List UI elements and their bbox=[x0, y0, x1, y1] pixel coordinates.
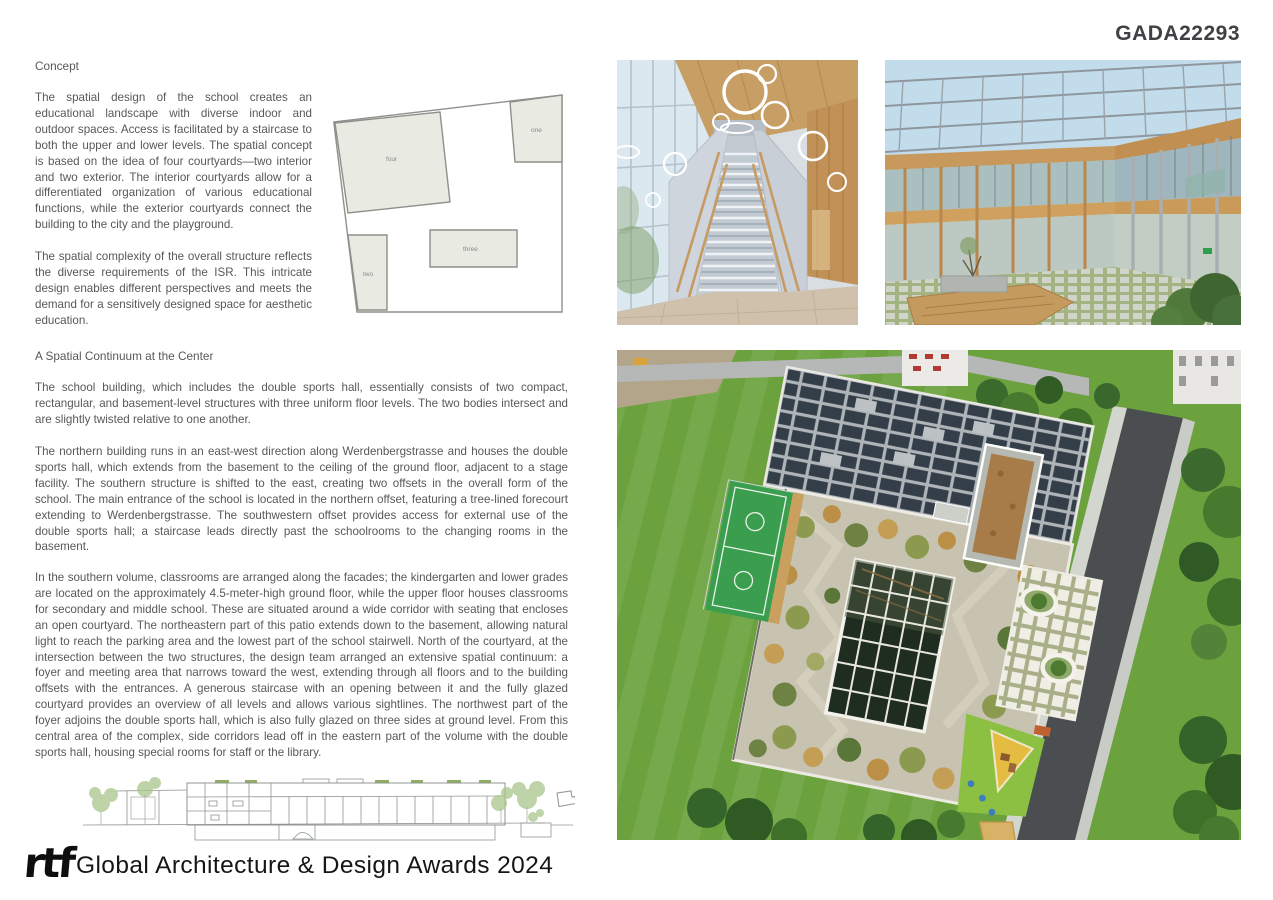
paragraph-continuum-2: The northern building runs in an east-west direction along Werdenbergstrasse and houses the double sports hall, which extends from the basement to the ceiling of the ground floor, adjacent to a stage facility. The southern structure is shifted to the east, creating two offsets in the overall form of the school. The main entrance of the school is located in the northern offset, featuring a tree-lined forecourt extending to Werdenbergstrasse. The southwestern offset provides access for external use of the double sports hall; a staircase leads directly past the schoolrooms to the changing rooms in the basement. bbox=[35, 445, 568, 554]
heading-concept: Concept bbox=[35, 59, 79, 73]
section-drawing bbox=[75, 763, 575, 851]
plan-label-four: four bbox=[386, 156, 398, 163]
tree-sketches bbox=[89, 777, 545, 822]
plan-label-three: three bbox=[463, 246, 478, 253]
awards-title: Global Architecture & Design Awards 2024 bbox=[76, 852, 554, 879]
plan-diagram bbox=[333, 92, 569, 320]
paragraph-continuum-1: The school building, which includes the double sports hall, essentially consists of two compact, rectangular, and basement-level structures with three uniform floor levels. The two bodies intersect and are slightly twisted relative to one another. bbox=[35, 381, 568, 426]
paragraph-concept-2: The spatial complexity of the overall structure reflects the diverse requirements of the ISR. This intricate design enables different perspectives and meets the demand for a sensitively designed space for aesthetic education. bbox=[35, 250, 312, 327]
submission-code: GADA22293 bbox=[1115, 22, 1240, 45]
paragraph-continuum-3: In the southern volume, classrooms are arranged along the facades; the kindergarten and lower grades are located on the approximately 4.5-meter-high ground floor, while the upper floor houses classrooms for secondary and middle school. These are situated around a wide corridor with seating that encloses an open courtyard. The northeastern part of this patio extends down to the basement, allowing natural light to reach the parking area and the lowest part of the school stairwell. North of the courtyard, at the intersection between the two structures, the design team arranged an extensive spatial continuum: a foyer and meeting area that narrows toward the west, extending through all floors and to the building offsets with the entrances. A generous staircase with an opening between it and the fully glazed courtyard provides an overview of all levels and allows various sightlines. The northwest part of the foyer adjoins the double sports hall, which is also fully glazed on three sides at ground level. From this central area of the complex, side corridors lead off in the eastern part of the volume with the double sports hall, housing special rooms for staff or the library. bbox=[35, 571, 568, 759]
photo-courtyard bbox=[885, 60, 1241, 325]
plan-label-two: two bbox=[363, 271, 374, 278]
heading-spatial-continuum: A Spatial Continuum at the Center bbox=[35, 349, 214, 363]
paragraph-concept-1: The spatial design of the school creates an educational landscape with diverse indoor and outdoor spaces. Access is facilitated by a staircase to both the upper and lower levels. The spatial concept is based on the idea of four courtyards—two interior and two exterior. The interior courtyards allow for a differentiated organization of various educational functions, while the exterior courtyards connect the building to the city and the playground. bbox=[35, 91, 312, 232]
photo-staircase-interior bbox=[617, 60, 858, 325]
facade-right-wing bbox=[1115, 118, 1241, 288]
rtf-logo: rtf bbox=[21, 839, 75, 887]
photo-aerial-roof bbox=[617, 350, 1241, 840]
roof-planting-sketch bbox=[215, 780, 491, 783]
plan-label-one: one bbox=[531, 127, 542, 134]
